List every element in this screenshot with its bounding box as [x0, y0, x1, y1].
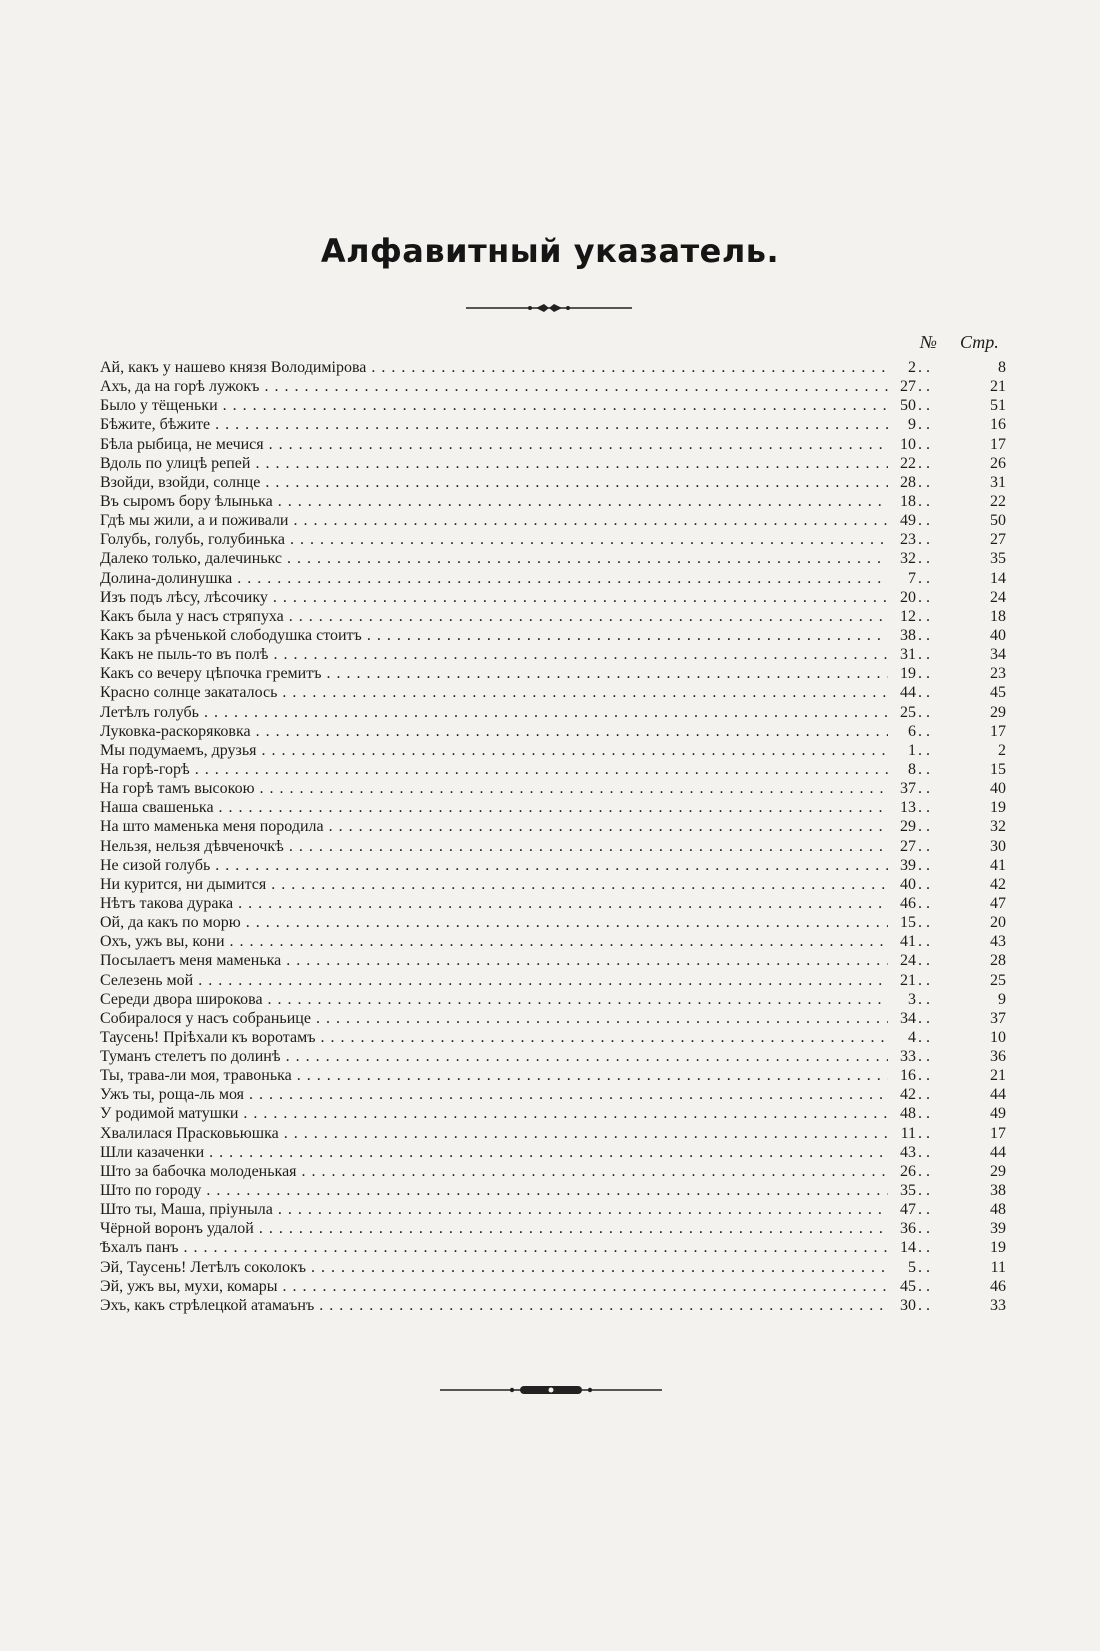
entry-title	[100, 1258, 910, 1277]
entry-title-text: Бѣла рыбица, не мечися	[100, 435, 264, 453]
entry-title	[100, 645, 910, 664]
list-item	[100, 1238, 1010, 1257]
entry-title	[100, 1066, 910, 1085]
entry-number: 41 . .	[888, 932, 930, 951]
entry-number: 19 . .	[888, 664, 930, 683]
entry-title	[100, 607, 910, 626]
entry-page: 46	[990, 1277, 1006, 1295]
entry-page: 22	[990, 492, 1006, 510]
entry-title-text: Ни курится, ни дымится	[100, 875, 267, 893]
entry-number: 35 . .	[888, 1181, 930, 1200]
entry-page: 51	[990, 397, 1006, 415]
entry-number: 31 . .	[888, 645, 930, 664]
entry-title-text: Ахъ, да на горѣ лужокъ	[100, 378, 260, 396]
entry-title	[100, 1200, 910, 1219]
list-item	[100, 1258, 1010, 1277]
entry-page: 44	[990, 1086, 1006, 1104]
list-item	[100, 396, 1010, 415]
list-item	[100, 683, 1010, 702]
entry-page: 25	[990, 971, 1006, 989]
entry-page: 19	[990, 1239, 1006, 1257]
entry-page: 20	[990, 914, 1006, 932]
list-item	[100, 856, 1010, 875]
list-item	[100, 951, 1010, 970]
entry-number: 32 . .	[888, 549, 930, 568]
entry-title	[100, 492, 910, 511]
index-list	[100, 358, 1010, 1315]
list-item	[100, 894, 1010, 913]
entry-title	[100, 454, 910, 473]
entry-page: 36	[990, 1048, 1006, 1066]
entry-number: 15 . .	[888, 913, 930, 932]
entry-title	[100, 1009, 910, 1028]
entry-title-text: Не сизой голубь	[100, 856, 211, 874]
list-item	[100, 1009, 1010, 1028]
entry-title	[100, 1277, 910, 1296]
list-item	[100, 1200, 1010, 1219]
list-item	[100, 1219, 1010, 1238]
list-item	[100, 1047, 1010, 1066]
entry-title	[100, 588, 910, 607]
entry-title-text: На горѣ-горѣ	[100, 760, 190, 778]
entry-page: 35	[990, 550, 1006, 568]
entry-number: 28 . .	[888, 473, 930, 492]
entry-title	[100, 683, 910, 702]
list-item	[100, 722, 1010, 741]
entry-title-text: Летѣлъ голубь	[100, 703, 199, 721]
entry-number: 38 . .	[888, 626, 930, 645]
entry-number: 13 . .	[888, 798, 930, 817]
list-item	[100, 1104, 1010, 1123]
list-item	[100, 1124, 1010, 1143]
list-item	[100, 1181, 1010, 1200]
list-item	[100, 1296, 1010, 1315]
list-item	[100, 741, 1010, 760]
entry-number: 14 . .	[888, 1238, 930, 1257]
entry-title-text: Какъ была у насъ стряпуха	[100, 607, 284, 625]
entry-page: 17	[990, 435, 1006, 453]
entry-number: 4 . .	[888, 1028, 930, 1047]
entry-title-text: Середи двора широкова	[100, 990, 263, 1008]
entry-title-text: Што по городу	[100, 1182, 202, 1200]
entry-number: 26 . .	[888, 1162, 930, 1181]
entry-title-text: Взойди, взойди, солнце	[100, 473, 261, 491]
entry-page: 9	[998, 990, 1006, 1008]
entry-page: 18	[990, 607, 1006, 625]
entry-page: 21	[990, 378, 1006, 396]
entry-title-text: Луковка-раскоряковка	[100, 722, 251, 740]
entry-title	[100, 932, 910, 951]
entry-number: 27 . .	[888, 837, 930, 856]
entry-title	[100, 549, 910, 568]
entry-title	[100, 913, 910, 932]
entry-page: 44	[990, 1143, 1006, 1161]
entry-title-text: Эхъ, какъ стрѣлецкой атамаънъ	[100, 1296, 315, 1314]
entry-title-text: Што ты, Маша, пріуныла	[100, 1201, 273, 1219]
entry-title	[100, 798, 910, 817]
list-item	[100, 454, 1010, 473]
entry-title-text: Посылаетъ меня маменька	[100, 952, 282, 970]
entry-number: 45 . .	[888, 1277, 930, 1296]
entry-number: 2 . .	[888, 358, 930, 377]
entry-page: 34	[990, 646, 1006, 664]
list-item	[100, 990, 1010, 1009]
list-item	[100, 435, 1010, 454]
entry-page: 2	[998, 741, 1006, 759]
entry-title-text: Долина-долинушка	[100, 569, 233, 587]
entry-page: 15	[990, 760, 1006, 778]
entry-page: 27	[990, 531, 1006, 549]
list-item	[100, 1143, 1010, 1162]
entry-page: 42	[990, 875, 1006, 893]
entry-number: 9 . .	[888, 415, 930, 434]
entry-page: 19	[990, 799, 1006, 817]
entry-number: 12 . .	[888, 607, 930, 626]
list-item	[100, 415, 1010, 434]
entry-title-text: Ой, да какъ по морю	[100, 914, 241, 932]
entry-title	[100, 971, 910, 990]
entry-number: 24 . .	[888, 951, 930, 970]
entry-title	[100, 1124, 910, 1143]
column-headers	[920, 332, 1005, 354]
entry-page: 31	[990, 473, 1006, 491]
list-item	[100, 971, 1010, 990]
entry-title-text: Што за бабочка молоденькая	[100, 1162, 297, 1180]
entry-title	[100, 511, 910, 530]
entry-title-text: Было у тёщеньки	[100, 397, 218, 415]
entry-title	[100, 396, 910, 415]
entry-page: 45	[990, 684, 1006, 702]
entry-page: 38	[990, 1182, 1006, 1200]
entry-page: 16	[990, 416, 1006, 434]
entry-title-text: Нѣтъ такова дурака	[100, 894, 234, 912]
entry-number: 46 . .	[888, 894, 930, 913]
entry-number: 22 . .	[888, 454, 930, 473]
entry-page: 41	[990, 856, 1006, 874]
entry-title	[100, 741, 910, 760]
entry-page: 11	[990, 1258, 1006, 1276]
list-item	[100, 549, 1010, 568]
list-item	[100, 588, 1010, 607]
entry-number: 29 . .	[888, 817, 930, 836]
entry-page: 47	[990, 894, 1006, 912]
entry-number: 25 . .	[888, 703, 930, 722]
entry-number: 50 . .	[888, 396, 930, 415]
list-item	[100, 875, 1010, 894]
entry-number: 23 . .	[888, 530, 930, 549]
entry-number: 21 . .	[888, 971, 930, 990]
entry-title-text: Нельзя, нельзя дѣвченочкѣ	[100, 837, 284, 855]
entry-page: 50	[990, 512, 1006, 530]
entry-number: 5 . .	[888, 1258, 930, 1277]
entry-title-text: Охъ, ужъ вы, кони	[100, 933, 225, 951]
entry-page: 17	[990, 1124, 1006, 1142]
entry-number: 37 . .	[888, 779, 930, 798]
entry-title-text: Селезень мой	[100, 971, 194, 989]
entry-number: 44 . .	[888, 683, 930, 702]
entry-title	[100, 1296, 910, 1315]
entry-page: 40	[990, 626, 1006, 644]
entry-title	[100, 377, 910, 396]
list-item	[100, 645, 1010, 664]
entry-page: 32	[990, 818, 1006, 836]
entry-number: 39 . .	[888, 856, 930, 875]
list-item	[100, 913, 1010, 932]
page-column-header: Стр.	[960, 332, 999, 352]
entry-title	[100, 990, 910, 1009]
entry-title	[100, 435, 910, 454]
entry-page: 14	[990, 569, 1006, 587]
entry-page: 49	[990, 1105, 1006, 1123]
entry-title-text: Далеко только, далечинькс	[100, 550, 283, 568]
entry-title	[100, 817, 910, 836]
entry-title	[100, 358, 910, 377]
entry-title-text: Какъ не пыль-то въ полѣ	[100, 646, 269, 664]
entry-title-text: Чёрной воронъ удалой	[100, 1220, 254, 1238]
entry-title-text: У родимой матушки	[100, 1105, 239, 1123]
entry-page: 39	[990, 1220, 1006, 1238]
entry-number: 16 . .	[888, 1066, 930, 1085]
entry-page: 26	[990, 454, 1006, 472]
list-item	[100, 760, 1010, 779]
entry-title-text: Ай, какъ у нашево князя Володимірова	[100, 359, 367, 376]
entry-title-text: Въ сыромъ бору ѣлынька	[100, 492, 273, 510]
entry-title-text: Бѣжите, бѣжите	[100, 416, 211, 434]
entry-title	[100, 875, 910, 894]
entry-title-text: Наша свашенька	[100, 799, 214, 817]
entry-number: 30 . .	[888, 1296, 930, 1315]
entry-title	[100, 703, 910, 722]
divider-ornament-top-icon	[466, 301, 632, 315]
entry-title-text: Ты, трава-ли моя, травонька	[100, 1067, 292, 1085]
entry-title	[100, 626, 910, 645]
entry-title-text: Вдоль по улицѣ репей	[100, 454, 251, 472]
entry-title-text: Мы подумаемъ, друзья	[100, 741, 257, 759]
page-title: Алфавитный указатель.	[320, 232, 780, 270]
list-item	[100, 837, 1010, 856]
list-item	[100, 1028, 1010, 1047]
list-item	[100, 511, 1010, 530]
entry-number: 3 . .	[888, 990, 930, 1009]
list-item	[100, 817, 1010, 836]
entry-title	[100, 1238, 910, 1257]
entry-number: 7 . .	[888, 569, 930, 588]
entry-title	[100, 1028, 910, 1047]
list-item	[100, 569, 1010, 588]
list-item	[100, 358, 1010, 377]
entry-title	[100, 760, 910, 779]
entry-number: 36 . .	[888, 1219, 930, 1238]
entry-title	[100, 415, 910, 434]
list-item	[100, 798, 1010, 817]
entry-title	[100, 569, 910, 588]
entry-title-text: Шли казаченки	[100, 1143, 205, 1161]
entry-title	[100, 664, 910, 683]
entry-page: 10	[990, 1028, 1006, 1046]
entry-title-text: Ѣхалъ панъ	[100, 1239, 179, 1257]
list-item	[100, 932, 1010, 951]
entry-title-text: Хвалилася Прасковьюшка	[100, 1124, 279, 1142]
entry-number: 27 . .	[888, 377, 930, 396]
entry-number: 40 . .	[888, 875, 930, 894]
list-item	[100, 703, 1010, 722]
entry-title	[100, 1219, 910, 1238]
list-item	[100, 779, 1010, 798]
list-item	[100, 492, 1010, 511]
list-item	[100, 377, 1010, 396]
entry-title	[100, 1143, 910, 1162]
list-item	[100, 1162, 1010, 1181]
entry-title-text: Таусень! Пріѣхали къ воротамъ	[100, 1028, 316, 1046]
entry-number: 34 . .	[888, 1009, 930, 1028]
entry-title	[100, 1047, 910, 1066]
list-item	[100, 1066, 1010, 1085]
entry-title	[100, 894, 910, 913]
divider-ornament-bottom-icon	[440, 1382, 662, 1398]
entry-title	[100, 473, 910, 492]
number-column-header: №	[920, 332, 937, 352]
list-item	[100, 1085, 1010, 1104]
entry-title-text: Какъ за рѣченькой слободушка стоитъ	[100, 626, 362, 644]
entry-title	[100, 722, 910, 741]
list-item	[100, 530, 1010, 549]
entry-page: 40	[990, 780, 1006, 798]
entry-title	[100, 837, 910, 856]
entry-title	[100, 1104, 910, 1123]
list-item	[100, 664, 1010, 683]
entry-page: 29	[990, 1162, 1006, 1180]
entry-number: 33 . .	[888, 1047, 930, 1066]
entry-page: 48	[990, 1201, 1006, 1219]
entry-title-text: Эй, ужъ вы, мухи, комары	[100, 1277, 278, 1295]
entry-page: 30	[990, 837, 1006, 855]
entry-number: 1 . .	[888, 741, 930, 760]
entry-title-text: На горѣ тамъ высокою	[100, 780, 255, 798]
entry-title	[100, 951, 910, 970]
entry-number: 11 . .	[888, 1124, 930, 1143]
entry-number: 48 . .	[888, 1104, 930, 1123]
list-item	[100, 473, 1010, 492]
entry-number: 6 . .	[888, 722, 930, 741]
entry-page: 23	[990, 665, 1006, 683]
entry-title-text: Красно солнце закаталось	[100, 684, 278, 702]
entry-number: 43 . .	[888, 1143, 930, 1162]
entry-page: 17	[990, 722, 1006, 740]
list-item	[100, 626, 1010, 645]
entry-title-text: Голубь, голубь, голубинька	[100, 531, 285, 549]
entry-page: 24	[990, 588, 1006, 606]
entry-title	[100, 530, 910, 549]
entry-page: 28	[990, 952, 1006, 970]
entry-page: 21	[990, 1067, 1006, 1085]
entry-number: 47 . .	[888, 1200, 930, 1219]
entry-title	[100, 1085, 910, 1104]
list-item	[100, 607, 1010, 626]
entry-title	[100, 856, 910, 875]
entry-page: 37	[990, 1009, 1006, 1027]
entry-title-text: Изъ подъ лѣсу, лѣсочику	[100, 588, 268, 606]
entry-title-text: Туманъ стелетъ по долинѣ	[100, 1048, 281, 1066]
entry-title	[100, 779, 910, 798]
entry-page: 29	[990, 703, 1006, 721]
entry-page: 43	[990, 933, 1006, 951]
entry-number: 49 . .	[888, 511, 930, 530]
entry-title-text: Эй, Таусень! Летѣлъ соколокъ	[100, 1258, 307, 1276]
entry-number: 18 . .	[888, 492, 930, 511]
entry-number: 42 . .	[888, 1085, 930, 1104]
entry-title	[100, 1162, 910, 1181]
entry-number: 10 . .	[888, 435, 930, 454]
entry-title-text: Гдѣ мы жили, а и поживали	[100, 512, 289, 530]
entry-title-text: На што маменька меня породила	[100, 818, 324, 836]
list-item	[100, 1277, 1010, 1296]
entry-number: 20 . .	[888, 588, 930, 607]
entry-title	[100, 1181, 910, 1200]
entry-title-text: Ужъ ты, роща-ль моя	[100, 1086, 244, 1104]
entry-number: 8 . .	[888, 760, 930, 779]
entry-title-text: Какъ со вечеру цѣпочка гремитъ	[100, 665, 322, 683]
entry-title-text: Собиралося у насъ собраньице	[100, 1009, 311, 1027]
entry-page: 8	[998, 359, 1006, 376]
entry-page: 33	[990, 1296, 1006, 1314]
